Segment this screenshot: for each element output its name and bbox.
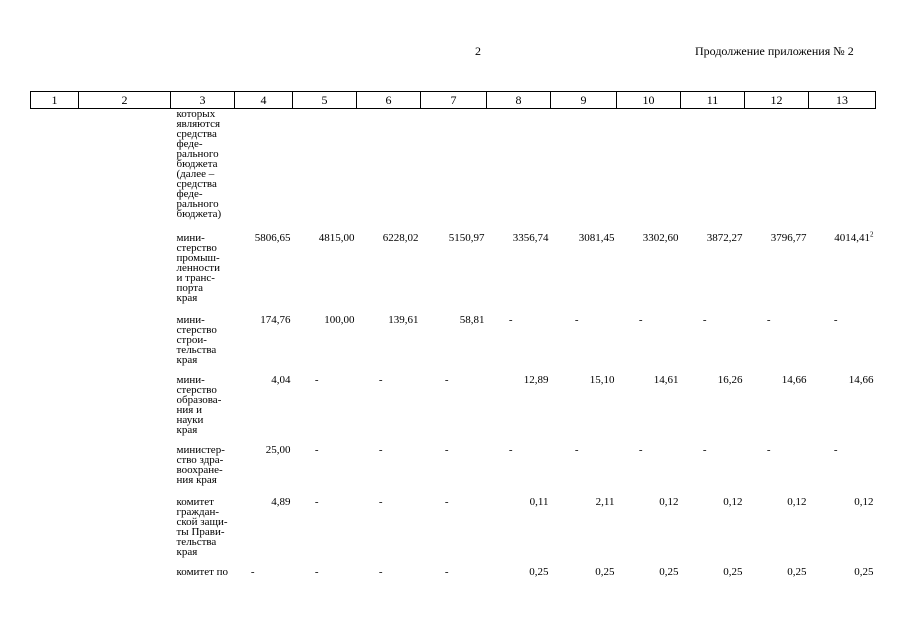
value-text: 0,12 bbox=[787, 495, 807, 508]
value-text: 0,25 bbox=[529, 565, 549, 578]
table-row bbox=[31, 315, 876, 375]
page-number: 2 bbox=[475, 44, 481, 58]
column-header-1: 1 bbox=[31, 92, 79, 109]
value-cell-col12 bbox=[745, 445, 809, 497]
value-cell-col10 bbox=[617, 233, 681, 315]
row-label-line: комитет bbox=[176, 495, 214, 508]
value-cell-col9 bbox=[551, 375, 617, 445]
value-text: 12,89 bbox=[523, 373, 549, 386]
value-cell-col8 bbox=[487, 567, 551, 587]
value-text: - bbox=[314, 373, 319, 386]
value-text: 2,11 bbox=[595, 495, 615, 508]
value-text: - bbox=[444, 443, 449, 456]
row-label-line: ния края bbox=[176, 473, 217, 486]
value-text: - bbox=[314, 565, 319, 578]
value-cell-col5 bbox=[293, 315, 357, 375]
value-cell-col12 bbox=[745, 375, 809, 445]
value-cell-col9 bbox=[551, 497, 617, 567]
footnote-superscript: 2 bbox=[870, 229, 874, 238]
row-label-line: строи- bbox=[176, 333, 207, 346]
row-label-line: ты Прави- bbox=[176, 525, 225, 538]
value-cell-col7 bbox=[421, 315, 487, 375]
table-row bbox=[31, 445, 876, 497]
row-label bbox=[171, 315, 235, 375]
empty-cell bbox=[31, 375, 79, 445]
row-label-line: которых bbox=[176, 108, 216, 120]
value-cell-col11 bbox=[681, 109, 745, 233]
value-text: - bbox=[766, 313, 771, 326]
row-label-line: являются bbox=[176, 118, 221, 130]
value-text: - bbox=[833, 443, 838, 456]
value-cell-col13 bbox=[809, 445, 876, 497]
value-cell-col10 bbox=[617, 445, 681, 497]
empty-cell bbox=[31, 109, 79, 233]
column-number-row bbox=[31, 92, 876, 109]
row-label bbox=[171, 497, 235, 567]
value-cell-col9 bbox=[551, 567, 617, 587]
value-cell-col10 bbox=[617, 497, 681, 567]
value-cell-col9 bbox=[551, 109, 617, 233]
value-cell-col13 bbox=[809, 567, 876, 587]
row-label bbox=[171, 445, 235, 497]
row-label-line: края bbox=[176, 353, 198, 366]
value-text: 3356,74 bbox=[512, 231, 549, 244]
row-label-line: промыш- bbox=[176, 251, 220, 264]
value-text: 15,10 bbox=[589, 373, 615, 386]
row-label-line: тельства bbox=[176, 343, 217, 356]
value-cell-col12 bbox=[745, 497, 809, 567]
row-label-line: стерство bbox=[176, 383, 217, 396]
empty-cell bbox=[79, 445, 171, 497]
value-text: 14,66 bbox=[781, 373, 807, 386]
value-text: - bbox=[766, 443, 771, 456]
value-cell-col5 bbox=[293, 497, 357, 567]
value-text: 3081,45 bbox=[578, 231, 615, 244]
empty-cell bbox=[31, 445, 79, 497]
column-header-11: 11 bbox=[681, 92, 745, 109]
column-header-13: 13 bbox=[809, 92, 876, 109]
value-cell-col4 bbox=[235, 233, 293, 315]
column-header-5: 5 bbox=[293, 92, 357, 109]
value-cell-col8 bbox=[487, 233, 551, 315]
value-cell-col8 bbox=[487, 375, 551, 445]
value-text: 139,61 bbox=[388, 313, 419, 326]
value-cell-col6 bbox=[357, 567, 421, 587]
value-cell-col9 bbox=[551, 445, 617, 497]
value-cell-col8 bbox=[487, 315, 551, 375]
value-cell-col10 bbox=[617, 375, 681, 445]
row-label-line: порта bbox=[176, 281, 204, 294]
row-label bbox=[171, 375, 235, 445]
value-cell-col12 bbox=[745, 109, 809, 233]
value-text: - bbox=[702, 313, 707, 326]
value-text: 6228,02 bbox=[382, 231, 419, 244]
value-cell-col11 bbox=[681, 375, 745, 445]
value-cell-col8 bbox=[487, 109, 551, 233]
value-text: 0,12 bbox=[723, 495, 743, 508]
row-label-line: ство здра- bbox=[176, 453, 224, 466]
row-label-line: тельства bbox=[176, 535, 217, 548]
value-text: - bbox=[314, 443, 319, 456]
value-cell-col7 bbox=[421, 567, 487, 587]
value-text: 0,11 bbox=[529, 495, 549, 508]
value-text: 0,12 bbox=[659, 495, 679, 508]
value-cell-col4 bbox=[235, 315, 293, 375]
value-text: 174,76 bbox=[260, 313, 291, 326]
value-cell-col11 bbox=[681, 315, 745, 375]
value-text: - bbox=[638, 443, 643, 456]
row-label-line: воохране- bbox=[176, 463, 223, 476]
value-text: - bbox=[508, 443, 513, 456]
value-cell-col4 bbox=[235, 567, 293, 587]
table-row bbox=[31, 233, 876, 315]
row-label-line: бюджета) bbox=[176, 208, 222, 220]
value-text: 4815,00 bbox=[318, 231, 355, 244]
value-cell-col10 bbox=[617, 315, 681, 375]
value-cell-col4 bbox=[235, 445, 293, 497]
row-label-line: средства bbox=[176, 128, 217, 140]
value-text: - bbox=[638, 313, 643, 326]
value-cell-col5 bbox=[293, 233, 357, 315]
row-label-line: образова- bbox=[176, 393, 222, 406]
value-cell-col13 bbox=[809, 497, 876, 567]
column-header-4: 4 bbox=[235, 92, 293, 109]
value-cell-col7 bbox=[421, 445, 487, 497]
value-text: 14,66 bbox=[848, 373, 874, 386]
row-label-line: стерство bbox=[176, 323, 217, 336]
value-text: 0,25 bbox=[787, 565, 807, 578]
value-text: 58,81 bbox=[459, 313, 485, 326]
value-cell-col12 bbox=[745, 233, 809, 315]
value-cell-col6 bbox=[357, 233, 421, 315]
row-label-line: края bbox=[176, 291, 198, 304]
value-text: 0,25 bbox=[854, 565, 874, 578]
value-cell-col5 bbox=[293, 445, 357, 497]
row-label-line: мини- bbox=[176, 373, 205, 386]
value-text: - bbox=[314, 495, 319, 508]
value-text: - bbox=[378, 443, 383, 456]
value-text: - bbox=[574, 443, 579, 456]
empty-cell bbox=[79, 109, 171, 233]
value-text: - bbox=[574, 313, 579, 326]
value-cell-col11 bbox=[681, 497, 745, 567]
value-text: - bbox=[378, 495, 383, 508]
empty-cell bbox=[79, 233, 171, 315]
row-label-line: средства bbox=[176, 178, 217, 190]
row-label-line: бюджета bbox=[176, 158, 218, 170]
value-cell-col12 bbox=[745, 315, 809, 375]
row-label-line: мини- bbox=[176, 231, 205, 244]
value-cell-col10 bbox=[617, 109, 681, 233]
row-label bbox=[171, 567, 235, 587]
value-cell-col10 bbox=[617, 567, 681, 587]
value-text: 4,89 bbox=[271, 495, 291, 508]
value-text: 0,25 bbox=[659, 565, 679, 578]
empty-cell bbox=[79, 375, 171, 445]
column-header-12: 12 bbox=[745, 92, 809, 109]
value-text: 16,26 bbox=[717, 373, 743, 386]
value-text: 14,61 bbox=[653, 373, 679, 386]
value-cell-col6 bbox=[357, 315, 421, 375]
column-header-7: 7 bbox=[421, 92, 487, 109]
value-cell-col9 bbox=[551, 233, 617, 315]
value-cell-col4 bbox=[235, 109, 293, 233]
value-text: 4,04 bbox=[271, 373, 291, 386]
column-header-6: 6 bbox=[357, 92, 421, 109]
column-header-3: 3 bbox=[171, 92, 235, 109]
value-cell-col5 bbox=[293, 375, 357, 445]
value-text: 5150,97 bbox=[448, 231, 485, 244]
value-cell-col4 bbox=[235, 497, 293, 567]
value-cell-col7 bbox=[421, 233, 487, 315]
value-cell-col12 bbox=[745, 567, 809, 587]
row-label-line: рального bbox=[176, 148, 219, 160]
empty-cell bbox=[79, 497, 171, 567]
value-text: 0,12 bbox=[854, 495, 874, 508]
row-label-line: феде- bbox=[176, 188, 203, 200]
value-cell-col7 bbox=[421, 497, 487, 567]
row-label-line: ской защи- bbox=[176, 515, 228, 528]
row-label-line: и транс- bbox=[176, 271, 215, 284]
value-text: 100,00 bbox=[324, 313, 355, 326]
row-label-line: стерство bbox=[176, 241, 217, 254]
empty-cell bbox=[79, 315, 171, 375]
continuation-header: Продолжение приложения № 2 bbox=[695, 44, 854, 58]
row-label-line: (далее – bbox=[176, 168, 215, 180]
value-text: - bbox=[444, 373, 449, 386]
value-text: - bbox=[250, 565, 255, 578]
value-cell-col11 bbox=[681, 567, 745, 587]
value-cell-col5 bbox=[293, 567, 357, 587]
value-cell-col7 bbox=[421, 375, 487, 445]
row-label-line: ленности bbox=[176, 261, 220, 274]
row-label bbox=[171, 233, 235, 315]
row-label-line: граждан- bbox=[176, 505, 220, 518]
value-cell-col7 bbox=[421, 109, 487, 233]
value-text: 3872,27 bbox=[706, 231, 743, 244]
table-row bbox=[31, 109, 876, 233]
value-text: 4014,41 bbox=[834, 231, 870, 244]
value-cell-col6 bbox=[357, 375, 421, 445]
empty-cell bbox=[79, 567, 171, 587]
column-header-10: 10 bbox=[617, 92, 681, 109]
row-label bbox=[171, 109, 235, 233]
row-label-line: науки bbox=[176, 413, 204, 426]
value-cell-col11 bbox=[681, 445, 745, 497]
value-cell-col6 bbox=[357, 445, 421, 497]
value-cell-col13 bbox=[809, 375, 876, 445]
value-text: - bbox=[444, 495, 449, 508]
value-text: 3302,60 bbox=[642, 231, 679, 244]
value-text: - bbox=[508, 313, 513, 326]
value-text: 25,00 bbox=[265, 443, 291, 456]
value-cell-col5 bbox=[293, 109, 357, 233]
value-text: 0,25 bbox=[595, 565, 615, 578]
table-row bbox=[31, 497, 876, 567]
empty-cell bbox=[31, 233, 79, 315]
column-header-9: 9 bbox=[551, 92, 617, 109]
value-text: 5806,65 bbox=[254, 231, 291, 244]
value-cell-col13 bbox=[809, 229, 876, 315]
row-label-line: края bbox=[176, 423, 198, 436]
value-cell-col6 bbox=[357, 109, 421, 233]
value-cell-col8 bbox=[487, 445, 551, 497]
column-header-2: 2 bbox=[79, 92, 171, 109]
value-cell-col13 bbox=[809, 109, 876, 233]
column-header-8: 8 bbox=[487, 92, 551, 109]
empty-cell bbox=[31, 567, 79, 587]
value-cell-col8 bbox=[487, 497, 551, 567]
row-label-line: края bbox=[176, 545, 198, 558]
value-cell-col13 bbox=[809, 315, 876, 375]
value-text: - bbox=[378, 565, 383, 578]
value-cell-col9 bbox=[551, 315, 617, 375]
table-row bbox=[31, 375, 876, 445]
row-label-line: рального bbox=[176, 198, 219, 210]
value-text: - bbox=[702, 443, 707, 456]
value-text: - bbox=[833, 313, 838, 326]
value-text: - bbox=[378, 373, 383, 386]
value-text: 3796,77 bbox=[770, 231, 807, 244]
empty-cell bbox=[31, 497, 79, 567]
empty-cell bbox=[31, 315, 79, 375]
row-label-line: министер- bbox=[176, 443, 225, 456]
row-label-line: ния и bbox=[176, 403, 202, 416]
row-label-line: мини- bbox=[176, 313, 205, 326]
value-text: - bbox=[444, 565, 449, 578]
budget-table bbox=[30, 91, 876, 587]
value-cell-col4 bbox=[235, 375, 293, 445]
value-cell-col6 bbox=[357, 497, 421, 567]
value-text: 0,25 bbox=[723, 565, 743, 578]
row-label-line: комитет по bbox=[176, 565, 229, 578]
table-row bbox=[31, 567, 876, 587]
row-label-line: феде- bbox=[176, 138, 203, 150]
value-cell-col11 bbox=[681, 233, 745, 315]
